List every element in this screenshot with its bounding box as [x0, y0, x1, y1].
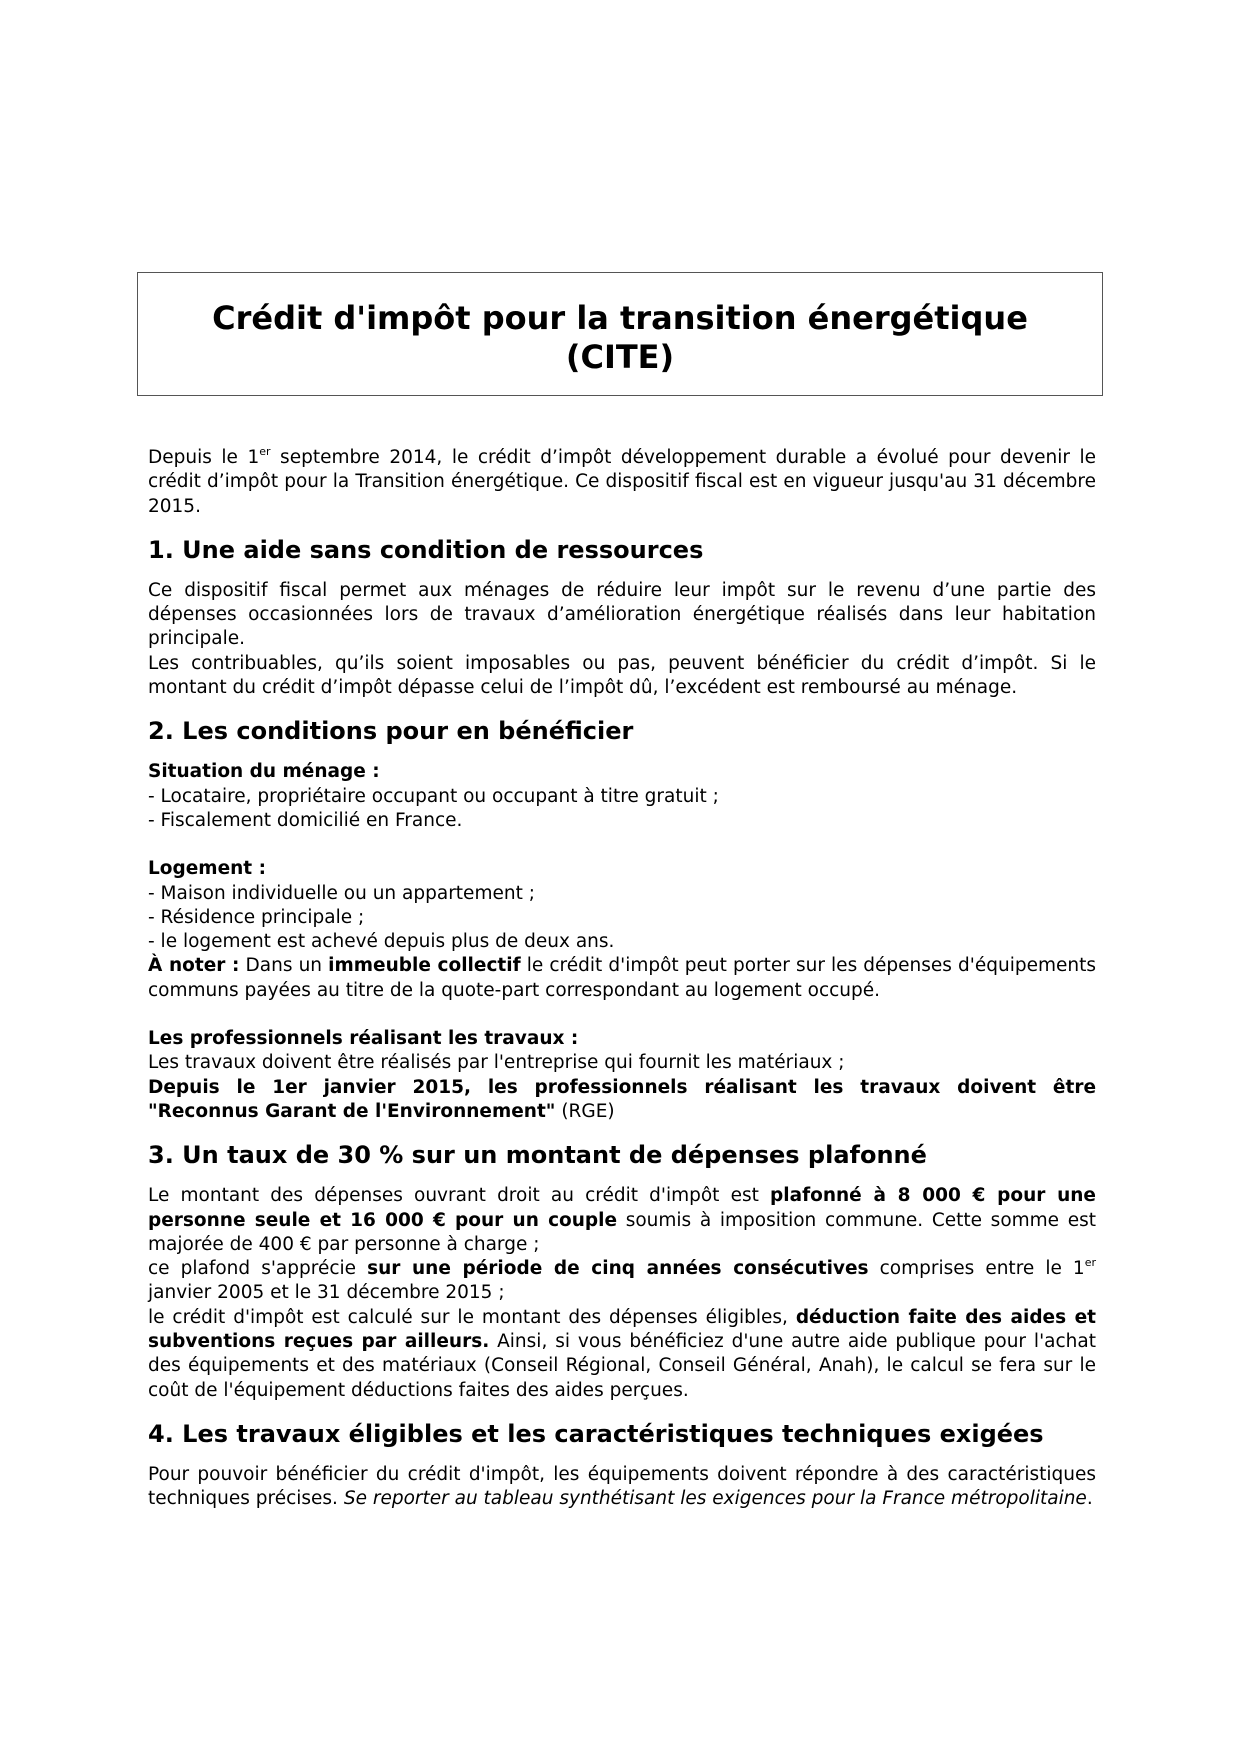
note-paragraph [148, 954, 1096, 1003]
intro-text-start: Depuis le 1 [148, 447, 260, 468]
pros-label: Les professionnels réalisant les travaux : [148, 1028, 579, 1050]
note-bold-term: immeuble collectif [328, 955, 521, 977]
logement-item: - Maison individuelle ou un appartement ; [148, 882, 535, 904]
situation-item: - Locataire, propriétaire occupant ou occupant à titre gratuit ; [148, 785, 719, 807]
section4-paragraph-1 [148, 1463, 1096, 1512]
section4-heading: 4. Les travaux éligibles et les caractéristiques techniques exigées [148, 1419, 1044, 1448]
s3p1-text-a: Le montant des dépenses ouvrant droit au crédit d'impôt est [148, 1185, 771, 1207]
s3p3-text-c: Ainsi, si vous bénéficiez d'une autre aide publique pour l'achat des équipements et des matériaux (Conseil Régional, Conseil Général, Anah), le calcul se fera sur le coût de l'équipement déductions faites des aides perçues. [148, 1331, 1096, 1401]
pros-rge-tail: (RGE) [555, 1100, 615, 1122]
intro-superscript: er [259, 445, 271, 458]
logement-item: - Résidence principale ; [148, 906, 365, 928]
section1-heading: 1. Une aide sans condition de ressources [148, 535, 704, 564]
pros-rge-paragraph [148, 1076, 1096, 1125]
intro-paragraph [148, 446, 1096, 519]
s3p2-text-a: ce plafond s'apprécie [148, 1258, 368, 1280]
logement-label: Logement : [148, 858, 266, 880]
s3p2-bold: sur une période de cinq années consécutives [367, 1258, 869, 1280]
document-title-line1: Crédit d'impôt pour la transition énergétique [212, 299, 1028, 337]
pros-line: Les travaux doivent être réalisés par l'entreprise qui fournit les matériaux ; [148, 1052, 845, 1074]
note-text-start: Dans un [239, 955, 329, 977]
s3p2-text-c: comprises entre le 1 [868, 1258, 1085, 1280]
note-label: À noter : [148, 955, 240, 977]
situation-item: - Fiscalement domicilié en France. [148, 809, 463, 831]
s4p1-italic: Se reporter au tableau synthétisant les exigences pour la France métropolitaine [343, 1488, 1087, 1510]
section3-heading: 3. Un taux de 30 % sur un montant de dépenses plafonné [148, 1141, 927, 1170]
section3-paragraph-2 [148, 1257, 1096, 1306]
s3p1-text-c: soumis à imposition commune. Cette somme est majorée de 400 € par personne à charge ; [148, 1209, 1096, 1255]
s4p1-text-a: Pour pouvoir bénéficier du crédit d'impôt, les équipements doivent répondre à des caractéristiques techniques précises. [148, 1463, 1096, 1510]
logement-item: - le logement est achevé depuis plus de deux ans. [148, 931, 615, 953]
note-text-end: le crédit d'impôt peut porter sur les dépenses d'équipements communs payées au titre de la quote-part correspondant au logement occupé. [148, 955, 1096, 1001]
pros-rge-bold: Depuis le 1er janvier 2015, les professionnels réalisant les travaux doivent être "Reconnus Garant de l'Environnement" [148, 1076, 1096, 1122]
document-body [148, 446, 1096, 1512]
situation-label: Situation du ménage : [148, 761, 380, 783]
section3-paragraph-3 [148, 1306, 1096, 1403]
s3p2-text-d: janvier 2005 et le 31 décembre 2015 ; [148, 1282, 505, 1304]
s3p3-bold: déduction faite des aides et subventions reçues par ailleurs. [148, 1306, 1096, 1353]
s3p1-bold: plafonné à 8 000 € pour une personne seule et 16 000 € pour un couple [148, 1185, 1096, 1231]
section3-paragraph-1 [148, 1184, 1096, 1257]
intro-text-end: septembre 2014, le crédit d’impôt développement durable a évolué pour devenir le crédit d’impôt pour la Transition énergétique. Ce dispositif fiscal est en vigueur jusqu'au 31 décembre 2015. [148, 447, 1096, 517]
s3p2-superscript: er [1084, 1256, 1096, 1270]
section1-paragraph-2: Les contribuables, qu’ils soient imposables ou pas, peuvent bénéficier du crédit d’impôt. Si le montant du crédit d’impôt dépasse celui de l’impôt dû, l’excédent est remboursé au ménage. [148, 652, 1096, 699]
s3p3-text-a: le crédit d'impôt est calculé sur le montant des dépenses éligibles, [148, 1306, 796, 1328]
s4p1-end: . [1086, 1488, 1093, 1510]
section2-heading: 2. Les conditions pour en bénéficier [148, 717, 634, 746]
section1-paragraph-1: Ce dispositif fiscal permet aux ménages de réduire leur impôt sur le revenu d’une partie des dépenses occasionnées lors de travaux d’amélioration énergétique réalisés dans leur habitation principale. [148, 579, 1096, 650]
title-box [137, 272, 1103, 396]
document-title-line2: (CITE) [565, 338, 675, 376]
